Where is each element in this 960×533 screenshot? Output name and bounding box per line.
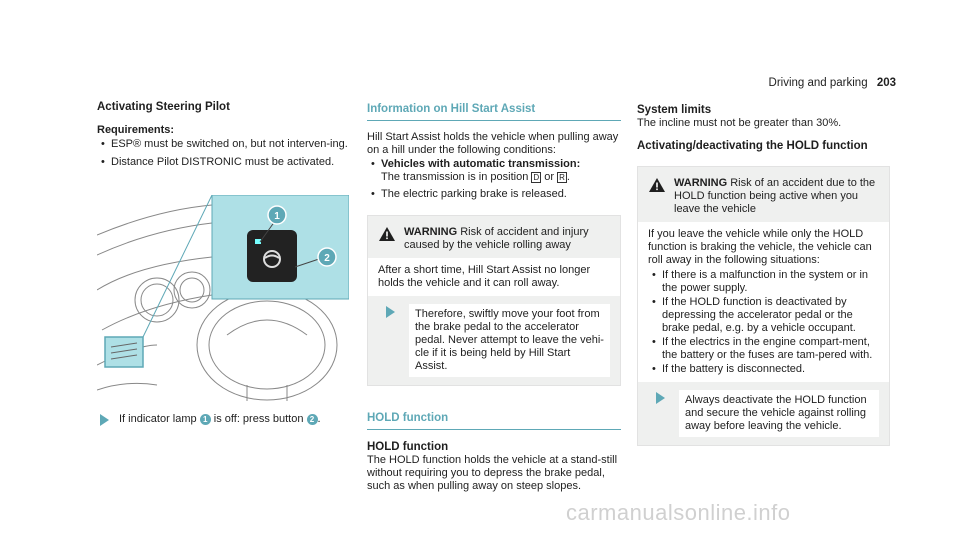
situation-item: • If the HOLD function is deactivated by depressing the accelerator pedal or the brake pedal, e.g. by a vehicle occupant.	[648, 296, 879, 335]
indicator-lamp-callout: 1	[200, 414, 211, 425]
situation-item: • If the battery is disconnected.	[648, 363, 879, 376]
steering-pilot-title: Activating Steering Pilot	[97, 101, 230, 113]
warning-header-text	[674, 177, 879, 216]
hill-start-conditions	[367, 158, 621, 201]
condition-head: • Vehicles with automatic transmission:	[381, 158, 581, 170]
page-number: 203	[876, 77, 896, 89]
warning-label: WARNING	[674, 177, 728, 189]
warning-tip	[638, 382, 889, 445]
condition-body	[381, 171, 621, 184]
system-limits-body: The incline must not be greater than 30%.	[637, 117, 842, 129]
arrow-icon	[656, 392, 665, 404]
activate-hold-title: Activating/deactivating the HOLD function	[637, 140, 868, 152]
cockpit-illustration	[97, 195, 349, 401]
situation-item: • If the electrics in the engine compart-ment, the battery or the fuses are tam-pered with.	[648, 336, 879, 362]
warning-situations	[648, 269, 879, 376]
condition-item	[367, 158, 621, 184]
warning-triangle-icon	[648, 177, 666, 193]
button-callout: 2	[307, 414, 318, 425]
warning-label: WARNING	[404, 226, 458, 238]
requirement-item: • Distance Pilot DISTRONIC must be activated.	[97, 156, 349, 169]
condition-or: or	[544, 171, 555, 183]
arrow-icon	[100, 414, 109, 426]
warning-body: After a short time, Hill Start Assist no longer holds the vehicle and it can roll away.	[368, 258, 620, 296]
gear-r-key: R	[559, 172, 565, 182]
system-limits-title: System limits	[637, 104, 712, 116]
instruction-text	[119, 413, 321, 426]
condition-end: .	[566, 171, 570, 183]
warning-header	[638, 167, 889, 222]
column-1	[97, 100, 349, 169]
steering-wheel-figure	[97, 195, 349, 401]
requirements-list	[97, 138, 349, 169]
arrow-icon	[386, 306, 395, 318]
condition-body-text: The transmission is in position	[381, 171, 529, 183]
warning-intro: If you leave the vehicle while only the HOLD function is braking the vehicle, the vehicle can roll away in the following situations:	[648, 228, 872, 266]
warning-headline: Risk of an accident due to the HOLD function being active when you leave the vehicle	[674, 177, 876, 215]
instruction-pre: If indicator lamp	[119, 413, 197, 425]
requirements-label: Requirements:	[97, 124, 175, 136]
situation-item: • If there is a malfunction in the system or in the power supply.	[648, 269, 879, 295]
warning-tip	[368, 296, 620, 385]
warning-body	[638, 222, 889, 382]
warning-tip-text: Always deactivate the HOLD function and secure the vehicle against rolling away before leaving the vehicle.	[679, 390, 879, 437]
warning-triangle-icon	[378, 226, 396, 242]
hold-function-subtitle: HOLD function	[367, 441, 449, 453]
warning-header-text	[404, 226, 610, 252]
gear-d-key: D	[533, 172, 540, 182]
hold-function-body: The HOLD function holds the vehicle at a stand-still without requiring you to depress the brake pedal, such as when pulling away on steep slopes.	[367, 454, 618, 492]
column-2	[367, 103, 621, 493]
warning-tip-text: Therefore, swiftly move your foot from the brake pedal to the accelerator pedal. Never attempt to leave the vehi-cle if it is being held by Hill Start Assist.	[409, 304, 610, 377]
hill-start-title: Information on Hill Start Assist	[367, 103, 621, 121]
column-3	[637, 103, 890, 446]
hold-function-title: HOLD function	[367, 412, 621, 430]
section-name: Driving and parking	[768, 77, 868, 89]
warning-header	[368, 216, 620, 258]
page-header	[769, 77, 896, 90]
requirement-item: • ESP® must be switched on, but not interven-ing.	[97, 138, 349, 151]
hill-start-intro: Hill Start Assist holds the vehicle when pulling away on a hill under the following conditions:	[367, 131, 619, 156]
instruction-mid: is off: press button	[213, 413, 304, 425]
callout-1-label: 1	[274, 211, 280, 222]
condition-item: • The electric parking brake is released.	[367, 188, 621, 201]
callout-2-label: 2	[324, 253, 330, 264]
watermark: carmanualsonline.info	[566, 500, 791, 525]
hill-start-warning	[367, 215, 621, 386]
steering-pilot-instruction	[100, 413, 350, 426]
instruction-end: .	[317, 413, 321, 425]
hold-warning	[637, 166, 890, 446]
warning-headline: Risk of accident and injury caused by the vehicle rolling away	[404, 226, 589, 251]
